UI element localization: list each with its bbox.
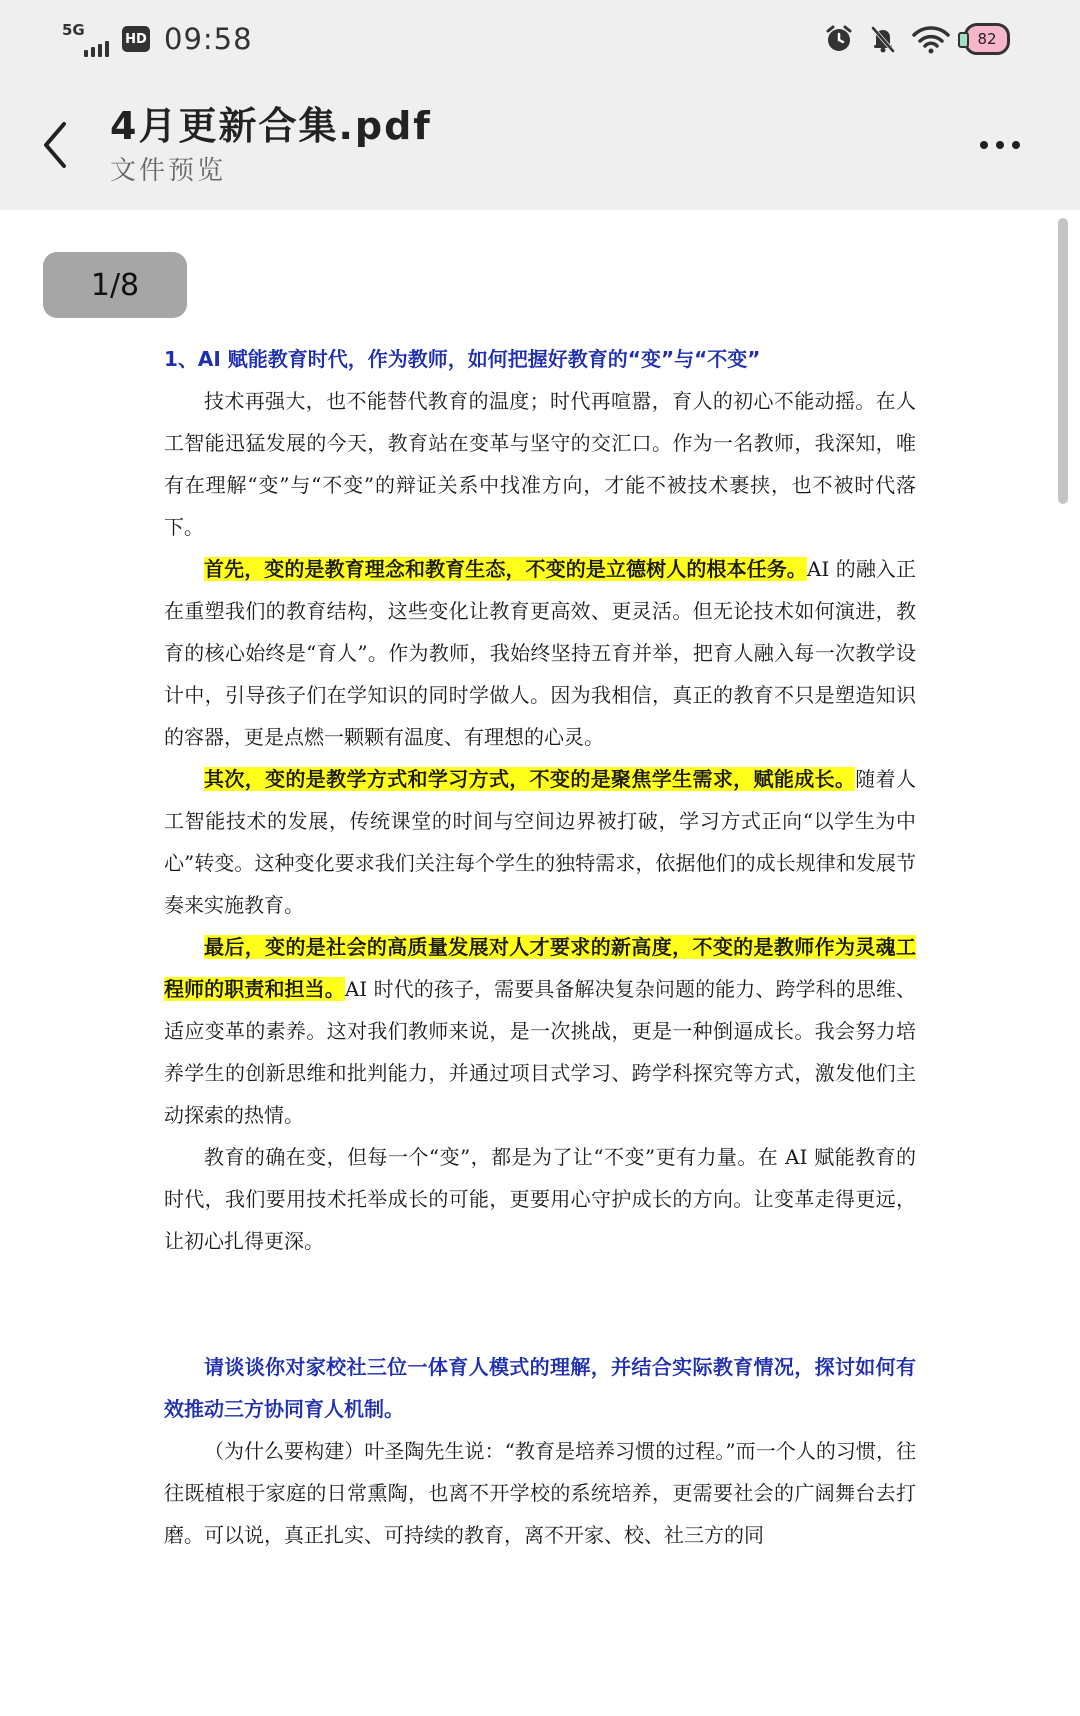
alarm-icon (824, 24, 854, 54)
cellular-signal-icon (62, 21, 112, 57)
status-right (824, 16, 1010, 62)
paragraph-text: 随着人工智能技术的发展，传统课堂的时间与空间边界被打破，学习方式正向“以学生为中心”转变。这种变化要求我们关注每个学生的独特需求，依据他们的成长规律和发展节奏来实施教育。 (164, 767, 917, 917)
network-type: 5G (62, 21, 85, 39)
wifi-icon (912, 24, 950, 54)
back-button[interactable] (30, 110, 80, 180)
hd-badge: HD (122, 26, 150, 52)
more-dot (1012, 141, 1020, 149)
highlighted-text: 最后，变的是社会的高质量发展对人才要求的新高度，不变的是教师作为灵魂工程师的职责和担当。 (164, 935, 916, 1001)
file-title: 4月更新合集.pdf (110, 104, 432, 148)
status-bar (0, 0, 1080, 80)
chevron-left-icon (40, 120, 70, 170)
paragraph: （为什么要构建）叶圣陶先生说：“教育是培养习惯的过程。”而一个人的习惯，往往既植根于家庭的日常熏陶，也离不开学校的系统培养，更需要社会的广阔舞台去打磨。可以说，真正扎实、可持续的教育，离不开家、校、社三方的同 (164, 1439, 916, 1547)
more-options-button[interactable] (970, 120, 1030, 170)
paragraph-text: AI 时代的孩子，需要具备解决复杂问题的能力、跨学科的思维、适应变革的素养。这对我们教师来说，是一次挑战，更是一种倒逼成长。我会努力培养学生的创新思维和批判能力，并通过项目式学习、跨学科探究等方式，激发他们主动探索的热情。 (164, 977, 917, 1127)
title-block (110, 102, 432, 188)
document-page (164, 338, 916, 1556)
paragraph: 教育的确在变，但每一个“变”，都是为了让“不变”更有力量。在 AI 赋能教育的时代，我们要用技术托举成长的可能，更要用心守护成长的方向。让变革走得更远，让初心扎得更深。 (164, 1145, 916, 1253)
paragraph-text: AI 的融入正在重塑我们的教育结构，这些变化让教育更高效、更灵活。但无论技术如何演进，教育的核心始终是“育人”。作为教师，我始终坚持五育并举，把育人融入每一次教学设计中，引导孩子们在学知识的同时学做人。因为我相信，真正的教育不只是塑造知识的容器，更是点燃一颗颗有温度、有理想的心灵。 (164, 557, 917, 749)
section-heading-1: 1、AI 赋能教育时代，作为教师，如何把握好教育的“变”与“不变” (164, 347, 761, 371)
paragraph (164, 926, 916, 1136)
status-left (62, 16, 253, 62)
highlighted-text: 首先，变的是教育理念和教育生态，不变的是立德树人的根本任务。 (204, 557, 807, 581)
app-bar (0, 80, 1080, 210)
status-time: 09:58 (164, 22, 253, 56)
more-dot (980, 141, 988, 149)
battery-icon: 82 (964, 23, 1010, 55)
section-heading-2: 请谈谈你对家校社三位一体育人模式的理解，并结合实际教育情况，探讨如何有效推动三方协同育人机制。 (164, 1355, 916, 1421)
spacer (164, 1262, 916, 1346)
paragraph (164, 548, 916, 758)
more-dot (996, 141, 1004, 149)
page-indicator: 1/8 (43, 252, 187, 318)
file-subtitle: 文件预览 (110, 156, 227, 186)
scrollbar[interactable] (1058, 218, 1068, 504)
highlighted-text: 其次，变的是教学方式和学习方式，不变的是聚焦学生需求，赋能成长。 (204, 767, 856, 791)
paragraph: 技术再强大，也不能替代教育的温度；时代再喧嚣，育人的初心不能动摇。在人工智能迅猛发展的今天，教育站在变革与坚守的交汇口。作为一名教师，我深知，唯有在理解“变”与“不变”的辩证关系中找准方向，才能不被技术裹挟，也不被时代落下。 (164, 389, 916, 539)
mute-icon (868, 24, 898, 54)
paragraph (164, 758, 916, 926)
